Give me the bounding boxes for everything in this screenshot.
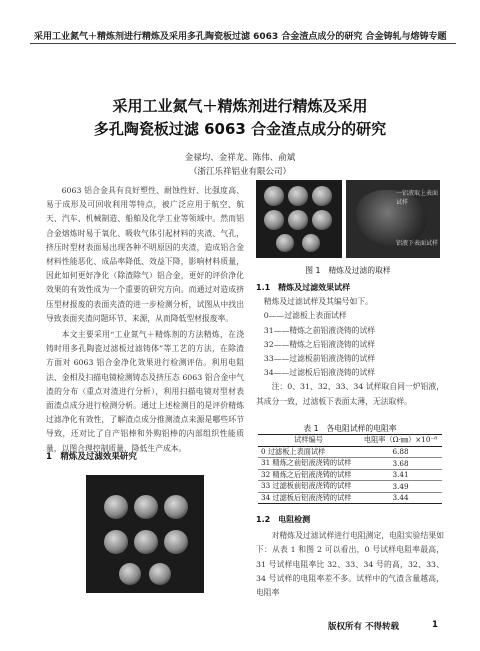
intro-paragraph-1: 6063 铝合金具有良好塑性、耐蚀性好、比强度高、易于成形及可回收利用等特点，被广泛应用于航空、航天、汽车、机械制造、船舶及化学工业等领域中。然而铝合金熔炼时易于氧化、吸收气体引起材料的夹渣、气孔，挤压时型材表面易出现各种不明原因的夹渣，造成铝合金材料性能恶化、成品率降低、效益下降，影响材料质量，因此如何更好净化（除渣除气）铝合金，更好的评价净化效果的有效性成为一个重要的研究方向。而通过对造成挤压型材报废的表面夹渣的进一步检测分析，试图从中找出导致表面夹渣问题环节、来源，从而降低型材报废率。 (46, 186, 244, 323)
figure-1-photo-b (346, 180, 440, 258)
sample-item: 32——精炼之后铝液浇铸的试样 (263, 339, 376, 349)
figure-1-caption: 图 1 精炼及过滤的取样 (305, 266, 391, 275)
copyright-notice: 版权所有 不得转载 (328, 622, 399, 632)
left-column (46, 184, 244, 456)
table-cell: 6.88 (359, 446, 442, 458)
table-header-cell: 试样编号 (258, 435, 359, 447)
right-column (256, 281, 444, 409)
table-row (258, 446, 442, 458)
table-1-caption: 表 1 各电阻试样的电阻率 (303, 424, 397, 433)
table-header-row (258, 435, 442, 447)
specimen-disk (134, 495, 158, 519)
figure-1-photo-a (256, 180, 342, 258)
table-header-cell: 电阻率（Ω·㎜）×10⁻⁸ (359, 435, 442, 447)
right-column-lower (256, 513, 444, 600)
specimen-disk (264, 210, 284, 230)
sample-item: 34——过滤板后铝液浇铸的试样 (263, 368, 376, 378)
specimen-disk (119, 563, 141, 585)
article-title-line1: 采用工业氮气＋精炼剂进行精炼及采用 (112, 97, 368, 115)
table-cell: 31 精炼之前铝液浇铸的试样 (258, 458, 359, 470)
specimen-disk (288, 210, 308, 230)
subsection-1-2-heading: 1.2 电阻检测 (256, 515, 311, 524)
specimen-disk (288, 186, 308, 206)
table-cell: 33 过滤板前铝液浇铸的试样 (258, 481, 359, 493)
page-number: 1 (432, 620, 438, 630)
figure-label-upper: 一铝液取上表面试样 (396, 190, 439, 206)
resistance-paragraph: 对精炼及过滤试样进行电阻测定，电阻实验结果如下：从表 1 和图 2 可以看出，0 号试样电阻率最高，31 号试样电阻率比 32、33、34 号的高，32、33、34 号试样的电阻率差不多。试样中的气渣含量越高，电阻率 (256, 531, 444, 598)
subsection-1-1-heading: 1.1 精炼及过滤效果试样 (256, 283, 351, 292)
sample-item: 31——精炼之前铝液浇铸的试样 (263, 325, 376, 335)
table-cell: 3.49 (359, 481, 442, 493)
table-row (258, 481, 442, 493)
specimen-disk (164, 530, 188, 554)
specimen-disk (312, 186, 332, 206)
header-rule (30, 43, 456, 44)
sample-item: 33——过滤板前铝液浇铸的试样 (263, 354, 376, 364)
resistivity-table (258, 434, 442, 504)
table-row (258, 492, 442, 504)
specimen-disk (264, 186, 284, 206)
sample-item: 0——过滤板上表面试样 (263, 311, 347, 321)
specimen-disk (149, 563, 171, 585)
table-cell: 34 过滤板后铝液浇铸的试样 (258, 492, 359, 504)
table-row (258, 458, 442, 470)
table-cell: 3.44 (359, 492, 442, 504)
specimen-disk (302, 234, 320, 252)
specimen-disk (134, 530, 158, 554)
running-header: 采用工业氮气＋精炼剂进行精炼及采用多孔陶瓷板过滤 6063 合金渣点成分的研究 合金铸轧与熔铸专题 (34, 32, 447, 42)
table-cell: 32 精炼之后铝液浇铸的试样 (258, 469, 359, 481)
specimen-disk (312, 210, 332, 230)
affiliation: （浙江乐祥铝业有限公司） (188, 167, 291, 177)
specimen-disk (104, 530, 128, 554)
sample-note: 注：0、31、32、33、34 试样取自同一炉铝液，其成分一致，过滤板下表面太薄，无法取样。 (256, 382, 444, 406)
sample-intro: 精炼及过滤试样及其编号如下。 (263, 297, 373, 307)
table-row (258, 469, 442, 481)
specimen-disk (276, 234, 294, 252)
table-cell: 0 过滤板上表面试样 (258, 446, 359, 458)
table-cell: 3.41 (359, 469, 442, 481)
specimen-photo-left (86, 475, 204, 593)
specimen-disk (164, 495, 188, 519)
figure-label-lower: 铝液下表面试样 (396, 240, 439, 247)
table-cell: 3.68 (359, 458, 442, 470)
article-title-line2: 多孔陶瓷板过滤 6063 合金渣点成分的研究 (93, 120, 387, 138)
section-1-heading: 1 精炼及过滤效果研究 (46, 452, 137, 462)
authors: 金禄均、金祥龙、陈伟、俞斌 (184, 153, 296, 163)
intro-paragraph-2: 本文主要采用“工业氮气＋精炼剂的方法精炼，在浇铸时用多孔陶瓷过滤板过滤铸体”等工艺的方法，在除渣方面对 6063 铝合金净化效果进行检测评估。利用电阻法、金相及扫描电镜检测铸态及挤压态 6063 铝合金中气渣的分布（重点对渣进行分析），利用扫描电镜对型材表面渣点成分进行检测分析。通过上述检测目的是评价精炼过滤净化有效性，了解渣点成分推测渣点来源是哪些环节导致，还对比了自产铝棒和外购铝棒的内部组织性能质量，以图合理控制质量，降低生产成本。 (46, 330, 244, 453)
specimen-disk (104, 495, 128, 519)
